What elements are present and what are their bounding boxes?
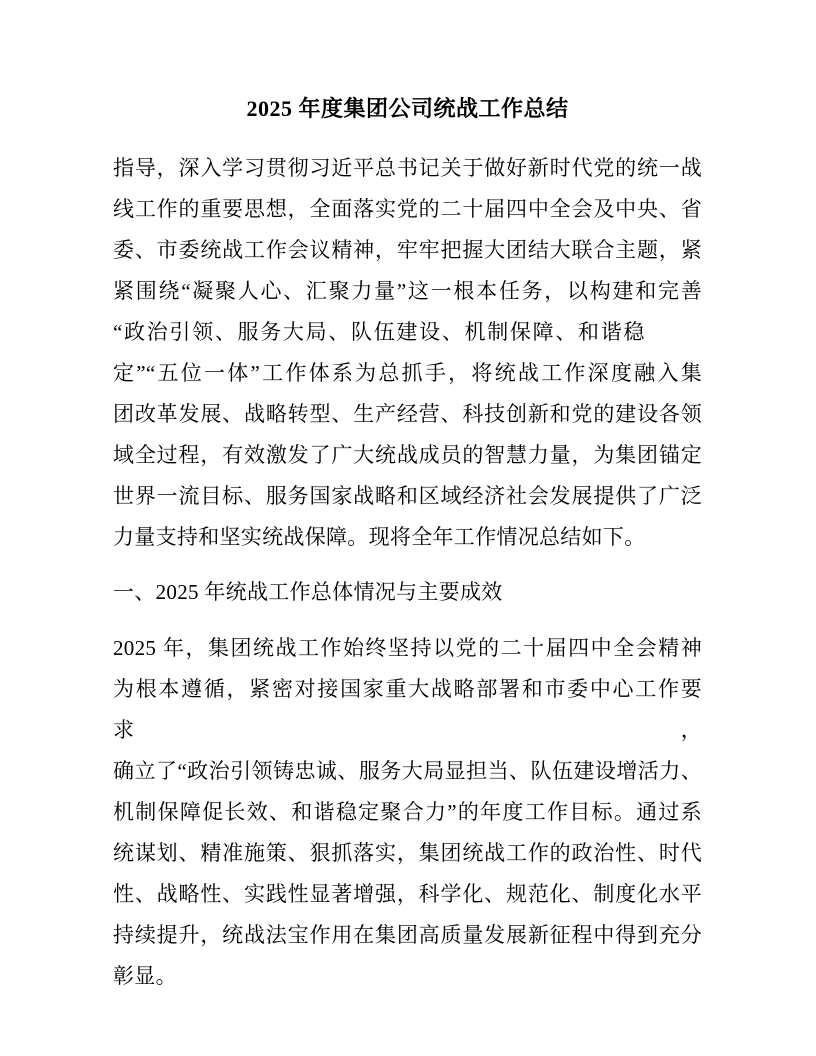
text-line: 为根本遵循，紧密对接国家重大战略部署和市委中心工作要求， bbox=[113, 677, 702, 742]
text-line: 2025 年，集团统战工作始终坚持以党的二十届四中全会精神 bbox=[113, 636, 702, 660]
text-line: 持续提升，统战法宝作用在集团高质量发展新征程中得到充分 bbox=[113, 923, 702, 947]
document-title: 2025 年度集团公司统战工作总结 bbox=[246, 96, 569, 121]
text-line: 统谋划、精准施策、狠抓落实，集团统战工作的政治性、时代 bbox=[113, 841, 702, 865]
text-line: 紧围绕“凝聚人心、汇聚力量”这一根本任务，以构建和完善 bbox=[113, 279, 702, 303]
text-line: 性、战略性、实践性显著增强，科学化、规范化、制度化水平 bbox=[113, 882, 702, 906]
text-line: 力量支持和坚实统战保障。现将全年工作情况总结如下。 bbox=[113, 525, 646, 549]
text-line: “政治引领、服务大局、队伍建设、机制保障、和谐稳 bbox=[113, 320, 647, 344]
heading-line: 一、2025 年统战工作总体情况与主要成效 bbox=[113, 580, 503, 604]
text-line: 域全过程，有效激发了广大统战成员的智慧力量，为集团锚定 bbox=[113, 443, 702, 467]
section-heading bbox=[113, 572, 702, 613]
text-line: 委、市委统战工作会议精神，牢牢把握大团结大联合主题，紧 bbox=[113, 238, 702, 262]
text-line: 团改革发展、战略转型、生产经营、科技创新和党的建设各领 bbox=[113, 402, 702, 426]
text-line: 定”“五位一体”工作体系为总抓手，将统战工作深度融入集 bbox=[113, 361, 702, 385]
text-line: 机制保障促长效、和谐稳定聚合力”的年度工作目标。通过系 bbox=[113, 800, 702, 824]
text-line: 世界一流目标、服务国家战略和区域经济社会发展提供了广泛 bbox=[113, 484, 702, 508]
text-line: 指导，深入学习贯彻习近平总书记关于做好新时代党的统一战 bbox=[113, 156, 702, 180]
paragraph bbox=[113, 628, 702, 997]
document-body bbox=[113, 148, 702, 997]
text-line: 确立了“政治引领铸忠诚、服务大局显担当、队伍建设增活力、 bbox=[113, 759, 702, 783]
text-line: 彰显。 bbox=[113, 964, 177, 988]
paragraph bbox=[113, 148, 702, 558]
text-line: 线工作的重要思想，全面落实党的二十届四中全会及中央、省 bbox=[113, 197, 702, 221]
